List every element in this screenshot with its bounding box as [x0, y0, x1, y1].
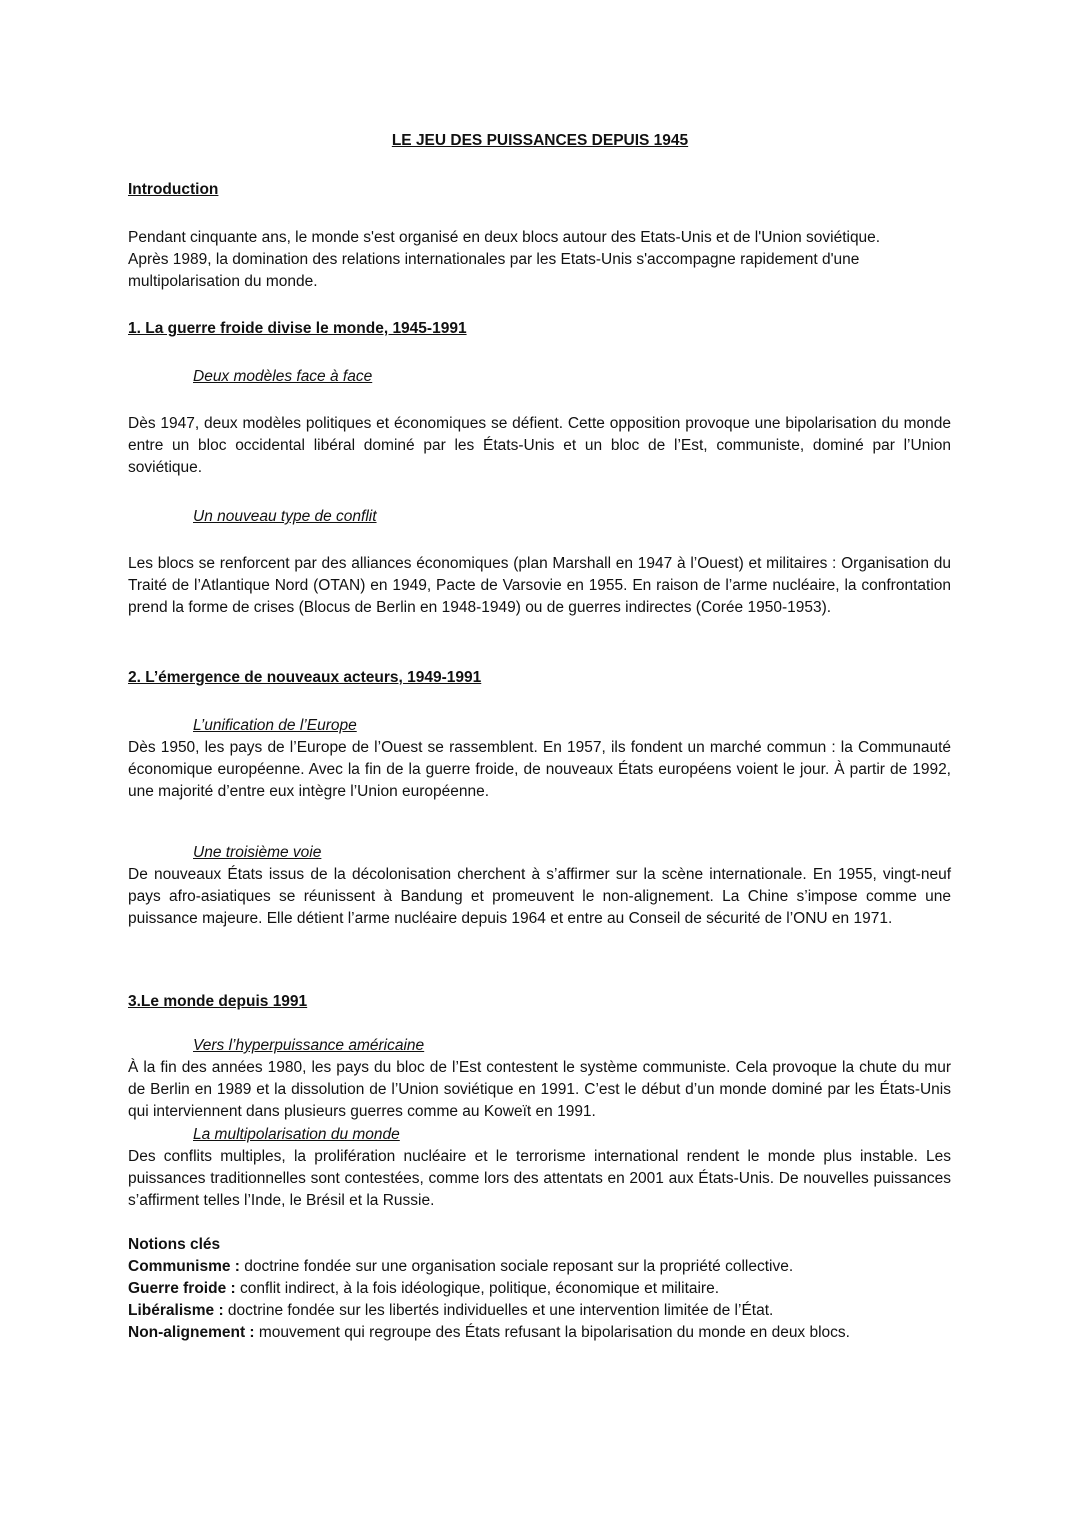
notion-term: Guerre froide : — [128, 1280, 236, 1297]
section1-paragraph-1: Dès 1947, deux modèles politiques et économiques se défient. Cette opposition provoque une bipolarisation du monde entre un bloc occidental libéral dominé par les États-Unis et un bloc de l’Est, communiste, dominé par l’Union soviétique. — [128, 415, 951, 476]
section3-heading: 3.Le monde depuis 1991 — [128, 993, 308, 1010]
section1-subheading-1: Deux modèles face à face — [193, 368, 373, 385]
section3-subheading-2: La multipolarisation du monde — [193, 1126, 400, 1143]
intro-heading: Introduction — [128, 181, 219, 198]
notion-definition: doctrine fondée sur une organisation sociale reposant sur la propriété collective. — [239, 1258, 794, 1275]
notion-definition: conflit indirect, à la fois idéologique, politique, économique et militaire. — [235, 1280, 720, 1297]
section1-paragraph-2: Les blocs se renforcent par des alliances économiques (plan Marshall en 1947 à l’Ouest) et militaires : Organisation du Traité de l’Atlantique Nord (OTAN) en 1949, Pacte de Varsovie en 1955. En raison de l’arme nucléaire, la confrontation prend la forme de crises (Blocus de Berlin en 1948-1949) ou de guerres indirectes (Corée 1950-1953). — [128, 555, 951, 616]
page-title: LE JEU DES PUISSANCES DEPUIS 1945 — [391, 132, 689, 149]
notion-term: Communisme : — [128, 1258, 240, 1275]
section3-subheading-1: Vers l’hyperpuissance américaine — [193, 1037, 425, 1054]
section3-paragraph-1: À la fin des années 1980, les pays du bloc de l’Est contestent le système communiste. Cela provoque la chute du mur de Berlin en 1989 et la dissolution de l’Union soviétique en 1991. C’est le début d’un monde dominé par les États-Unis qui interviennent dans plusieurs guerres comme au Koweït en 1991. — [128, 1059, 951, 1120]
notion-item — [128, 1322, 951, 1344]
notion-item — [128, 1300, 951, 1322]
section2-heading: 2. L’émergence de nouveaux acteurs, 1949-1991 — [128, 669, 482, 686]
notion-term: Libéralisme : — [128, 1302, 224, 1319]
section1-subheading-2: Un nouveau type de conflit — [193, 508, 377, 525]
intro-line: Pendant cinquante ans, le monde s'est organisé en deux blocs autour des Etats-Unis et de l'Union soviétique. — [128, 229, 881, 246]
section2-paragraph-2: De nouveaux États issus de la décolonisation cherchent à s’affirmer sur la scène internationale. En 1955, vingt-neuf pays afro-asiatiques se réunissent à Bandung et promeuvent le non-alignement. La Chine s’impose comme une puissance majeure. Elle détient l’arme nucléaire depuis 1964 et entre au Conseil de sécurité de l’ONU en 1971. — [128, 866, 951, 927]
notion-item — [128, 1256, 951, 1278]
section2-subheading-2: Une troisième voie — [193, 844, 322, 861]
intro-line: multipolarisation du monde. — [128, 273, 318, 290]
section2-subheading-1: L’unification de l’Europe — [193, 717, 357, 734]
key-notions — [128, 1234, 951, 1344]
section3-paragraph-2: Des conflits multiples, la prolifération nucléaire et le terrorisme international rendent le monde plus instable. Les puissances traditionnelles sont contestées, comme lors des attentats en 2001 aux États-Unis. De nouvelles puissances s’affirment telles l’Inde, le Brésil et la Russie. — [128, 1148, 951, 1209]
notion-definition: mouvement qui regroupe des États refusant la bipolarisation du monde en deux blocs. — [254, 1324, 850, 1341]
section2-paragraph-1: Dès 1950, les pays de l’Europe de l’Ouest se rassemblent. En 1957, ils fondent un marché commun : la Communauté économique européenne. Avec la fin de la guerre froide, de nouveaux États européens voient le jour. À partir de 1992, une majorité d’entre eux intègre l’Union européenne. — [128, 739, 951, 800]
key-notions-heading: Notions clés — [128, 1236, 221, 1253]
notion-term: Non-alignement : — [128, 1324, 255, 1341]
notion-definition: doctrine fondée sur les libertés individuelles et une intervention limitée de l’État. — [223, 1302, 774, 1319]
intro-line: Après 1989, la domination des relations internationales par les Etats-Unis s'accompagne rapidement d'une — [128, 251, 860, 268]
section1-heading: 1. La guerre froide divise le monde, 1945-1991 — [128, 320, 467, 337]
intro-paragraph — [128, 227, 951, 293]
notion-item — [128, 1278, 951, 1300]
